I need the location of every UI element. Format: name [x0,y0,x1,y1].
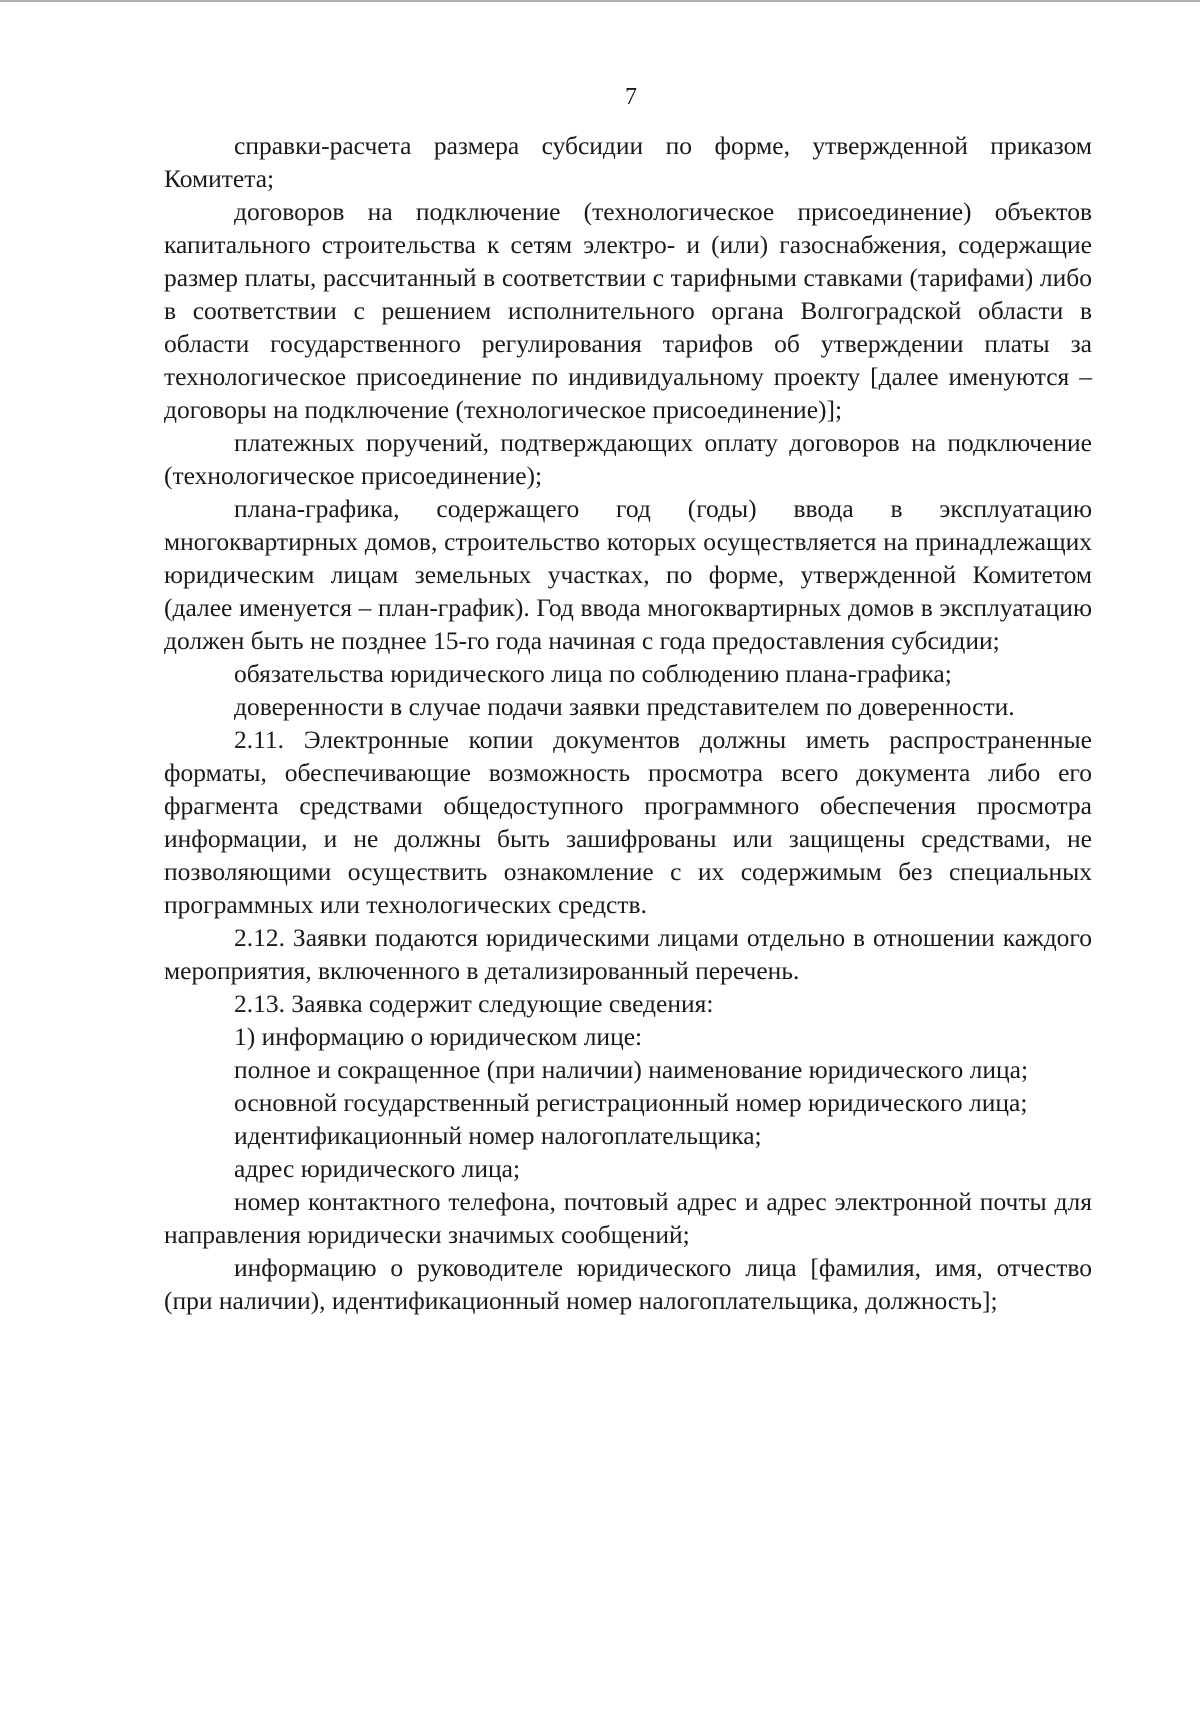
paragraph-2-11-electronic-copies: 2.11. Электронные копии документов должны иметь распространенные форматы, обеспечивающие возможность просмотра всего документа либо его фрагмента средствами общедоступного программного обеспечения просмотра информации, и не должны быть зашифрованы или защищены средствами, не позволяющими осуществить ознакомление с их содержимым без специальных программных или технологических средств. [164,725,1092,919]
paragraph-manager-info: информацию о руководителе юридического лица [фамилия, имя, отчество (при наличии), идентификационный номер налогоплательщика, должность]; [164,1253,1092,1315]
paragraph-2-13-application-contents: 2.13. Заявка содержит следующие сведения: [234,989,714,1018]
paragraph-connection-contracts: договоров на подключение (технологическое присоединение) объектов капитального строительства к сетям электро- и (или) газоснабжения, содержащие размер платы, рассчитанный в соответствии с тарифными ставками (тарифами) либо в соответствии с решением исполнительного органа Волгоградской области в области государственного регулирования тарифов об утверждении платы за технологическое присоединение по индивидуальному проекту [далее именуются – договоры на подключение (технологическое присоединение)]; [164,197,1092,424]
page-number: 7 [625,84,637,110]
paragraph-schedule-obligations: обязательства юридического лица по соблюдению плана-графика; [234,659,952,688]
paragraph-schedule-plan: плана-графика, содержащего год (годы) ввода в эксплуатацию многоквартирных домов, строительство которых осуществляется на принадлежащих юридическим лицам земельных участках, по форме, утвержденной Комитетом (далее именуется – план-график). Год ввода многоквартирных домов в эксплуатацию должен быть не позднее 15-го года начиная с года предоставления субсидии; [164,494,1092,655]
paragraph-legal-entity-info: 1) информацию о юридическом лице: [234,1022,643,1051]
paragraph-2-12-applications: 2.12. Заявки подаются юридическими лицами отдельно в отношении каждого мероприятия, включенного в детализированный перечень. [164,923,1092,985]
paragraph-power-of-attorney: доверенности в случае подачи заявки представителем по доверенности. [234,692,1015,721]
paragraph-entity-address: адрес юридического лица; [234,1154,521,1183]
document-body [164,129,1092,1317]
paragraph-entity-name: полное и сокращенное (при наличии) наименование юридического лица; [234,1055,1029,1084]
paragraph-registration-number: основной государственный регистрационный номер юридического лица; [234,1088,1028,1117]
paragraph-payment-orders: платежных поручений, подтверждающих оплату договоров на подключение (технологическое присоединение); [164,428,1092,490]
paragraph-calculation-certificate: справки-расчета размера субсидии по форме, утвержденной приказом Комитета; [164,131,1092,193]
paragraph-contact-details: номер контактного телефона, почтовый адрес и адрес электронной почты для направления юридически значимых сообщений; [164,1187,1092,1249]
paragraph-taxpayer-id: идентификационный номер налогоплательщика; [234,1121,762,1150]
